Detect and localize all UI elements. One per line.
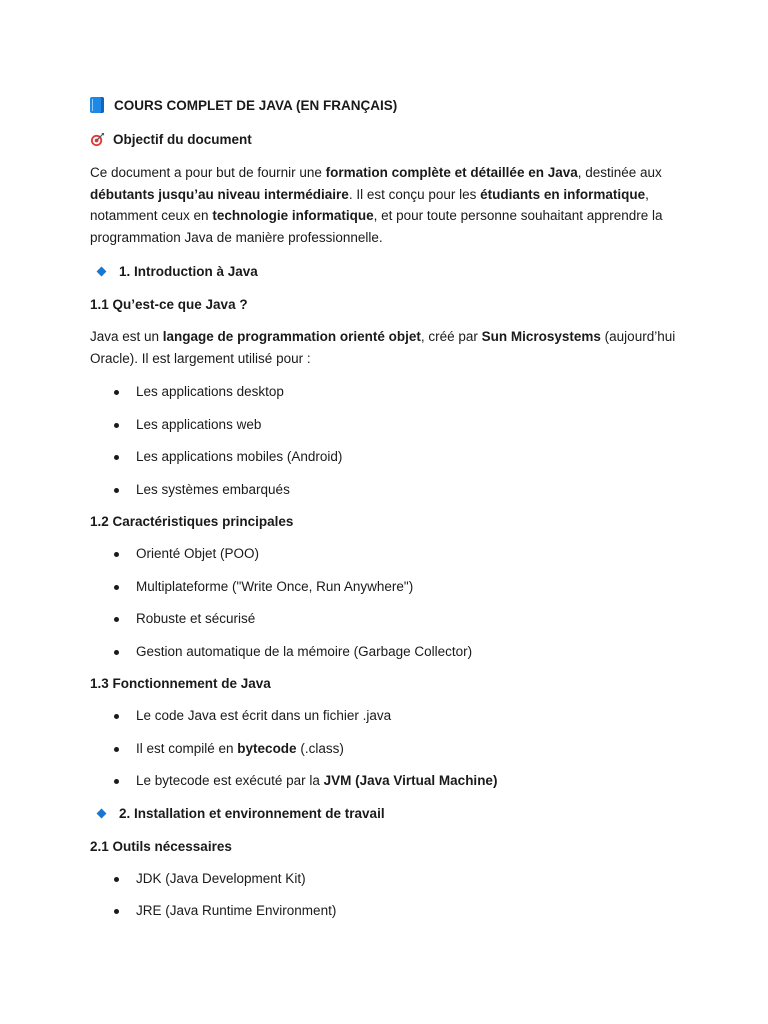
list-item (90, 641, 690, 663)
text-run: Les applications desktop (136, 384, 284, 400)
bold-text: JVM (Java Virtual Machine) (323, 773, 498, 789)
text-run: , notamment ceux en (90, 186, 649, 224)
bold-text: Sun Microsystems (481, 328, 601, 344)
text-run: Robuste et sécurisé (136, 611, 256, 627)
text-run: Le code Java est écrit dans un fichier .java (136, 708, 392, 724)
list-item (90, 381, 690, 403)
text-run: Les systèmes embarqués (136, 481, 290, 497)
objective-heading (90, 128, 690, 150)
list-item (90, 900, 690, 922)
section-1-heading (90, 261, 690, 283)
section-1-heading-text: 1. Introduction à Java (119, 264, 258, 280)
text-run: Multiplateforme ("Write Once, Run Anywhere") (136, 578, 414, 594)
bold-text: langage de programmation orienté objet (162, 328, 421, 344)
bullet-icon (114, 747, 119, 752)
text-run: , destinée aux (577, 165, 662, 180)
bold-text: formation complète et détaillée en Java (325, 165, 578, 180)
document-title (90, 94, 690, 116)
text-run: (.class) (296, 740, 344, 756)
text-run: . Il est conçu pour les (348, 186, 481, 202)
subsection-1-2-heading: 1.2 Caractéristiques principales (90, 514, 294, 530)
subsection-1-3-list (90, 705, 690, 792)
bullet-icon (114, 877, 119, 882)
subsection-1-1-paragraph (90, 326, 690, 369)
objective-heading-text: Objectif du document (113, 131, 252, 147)
bullet-icon (114, 779, 119, 784)
book-icon (90, 97, 104, 113)
subsection-1-3-heading: 1.3 Fonctionnement de Java (90, 676, 271, 692)
list-item (90, 770, 690, 792)
text-run: Gestion automatique de la mémoire (Garbage Collector) (136, 643, 473, 659)
list-item (90, 479, 690, 501)
list-item (90, 608, 690, 630)
list-item (90, 414, 690, 436)
bold-text: débutants jusqu’au niveau intermédiaire (90, 186, 349, 202)
bold-text: technologie informatique (212, 208, 374, 224)
text-run: Orienté Objet (POO) (136, 546, 260, 562)
section-2-heading-text: 2. Installation et environnement de travail (119, 806, 385, 822)
subsection-1-1-list (90, 381, 690, 501)
text-run: Les applications mobiles (Android) (136, 449, 343, 465)
list-item (90, 543, 690, 565)
subsection-1-1-heading: 1.1 Qu’est-ce que Java ? (90, 296, 248, 312)
list-item (90, 868, 690, 890)
subsection-2-1-heading: 2.1 Outils nécessaires (90, 838, 232, 854)
objective-paragraph (90, 162, 690, 249)
text-run: Il est compilé en (136, 740, 238, 756)
diamond-icon (97, 267, 107, 277)
bullet-icon (114, 650, 119, 655)
bullet-icon (114, 423, 119, 428)
document-title-text: COURS COMPLET DE JAVA (EN FRANÇAIS) (114, 97, 398, 113)
bullet-icon (114, 617, 119, 622)
target-icon (90, 132, 105, 147)
bullet-icon (114, 714, 119, 719)
bold-text: bytecode (237, 740, 297, 756)
list-item (90, 446, 690, 468)
bullet-icon (114, 390, 119, 395)
text-run: , et pour toute personne souhaitant apprendre la programmation Java de manière professionnelle. (90, 208, 663, 246)
text-run: Java est un (90, 328, 163, 344)
text-run: (aujourd’hui Oracle). Il est largement utilisé pour : (90, 328, 676, 366)
bullet-icon (114, 585, 119, 590)
list-item (90, 705, 690, 727)
section-2-heading (90, 803, 690, 825)
subsection-2-1-list (90, 868, 690, 923)
bullet-icon (114, 909, 119, 914)
subsection-1-2-list (90, 543, 690, 663)
bold-text: étudiants en informatique (480, 186, 646, 202)
text-run: JRE (Java Runtime Environment) (136, 903, 337, 919)
bullet-icon (114, 488, 119, 493)
list-item (90, 738, 690, 760)
bullet-icon (114, 552, 119, 557)
text-run: JDK (Java Development Kit) (136, 870, 306, 886)
bullet-icon (114, 455, 119, 460)
text-run: Ce document a pour but de fournir une (90, 165, 326, 180)
text-run: Le bytecode est exécuté par la (136, 773, 324, 789)
text-run: Les applications web (136, 416, 262, 432)
diamond-icon (97, 809, 107, 819)
document-content (90, 94, 690, 933)
text-run: , créé par (420, 328, 482, 344)
list-item (90, 576, 690, 598)
